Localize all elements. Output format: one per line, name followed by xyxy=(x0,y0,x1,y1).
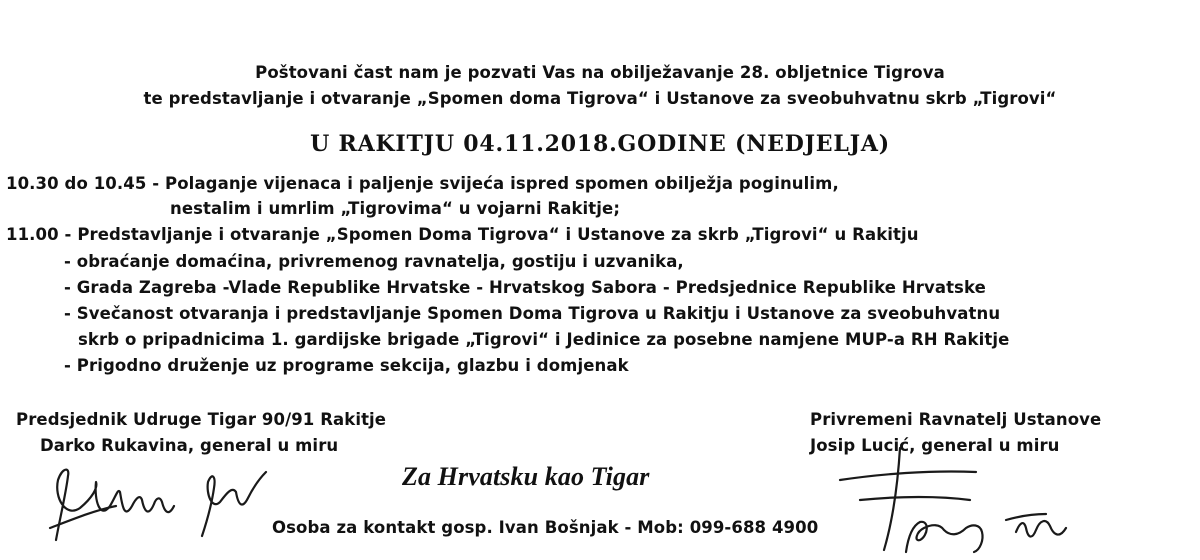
program-item-1-line-1: 10.30 do 10.45 - Polaganje vijenaca i paljenje svijeća ispred spomen obilježja poginulim, xyxy=(6,174,839,193)
program-sub-item-1: - obraćanje domaćina, privremenog ravnatelja, gostiju i uzvanika, xyxy=(64,252,684,271)
program-sub-item-3-line-2: skrb o pripadnicima 1. gardijske brigade „Tigrovi“ i Jedinice za posebne namjene MUP-a RH Rakitje xyxy=(78,330,1010,349)
right-signatory-title: Privremeni Ravnatelj Ustanove xyxy=(810,410,1102,429)
invitation-line-1: Poštovani čast nam je pozvati Vas na obilježavanje 28. obljetnice Tigrova xyxy=(255,63,945,82)
left-signature xyxy=(36,448,276,548)
program-sub-item-4: - Prigodno druženje uz programe sekcija, glazbu i domjenak xyxy=(64,356,629,375)
event-heading: U RAKITJU 04.11.2018.GODINE (NEDJELJA) xyxy=(310,131,890,157)
program-item-1-line-2: nestalim i umrlim „Tigrovima“ u vojarni Rakitje; xyxy=(170,199,621,218)
program-item-2-line-1: 11.00 - Predstavljanje i otvaranje „Spomen Doma Tigrova“ i Ustanove za skrb „Tigrovi“ u Rakitju xyxy=(6,225,919,244)
invitation-line-2: te predstavljanje i otvaranje „Spomen doma Tigrova“ i Ustanove za sveobuhvatnu skrb „Tigrovi“ xyxy=(143,89,1057,108)
left-signatory-title: Predsjednik Udruge Tigar 90/91 Rakitje xyxy=(16,410,387,429)
motto: Za Hrvatsku kao Tigar xyxy=(402,462,650,491)
program-sub-item-2: - Grada Zagreba -Vlade Republike Hrvatske - Hrvatskog Sabora - Predsjednice Republike Hrvatske xyxy=(64,278,986,297)
left-signatory-name: Darko Rukavina, general u miru xyxy=(40,436,339,455)
right-signature xyxy=(820,440,1180,555)
right-signatory-name: Josip Lucić, general u miru xyxy=(810,436,1060,455)
contact-line: Osoba za kontakt gosp. Ivan Bošnjak - Mob: 099-688 4900 xyxy=(272,518,819,537)
program-sub-item-3-line-1: - Svečanost otvaranja i predstavljanje Spomen Doma Tigrova u Rakitju i Ustanove za sveobuhvatnu xyxy=(64,304,1001,323)
